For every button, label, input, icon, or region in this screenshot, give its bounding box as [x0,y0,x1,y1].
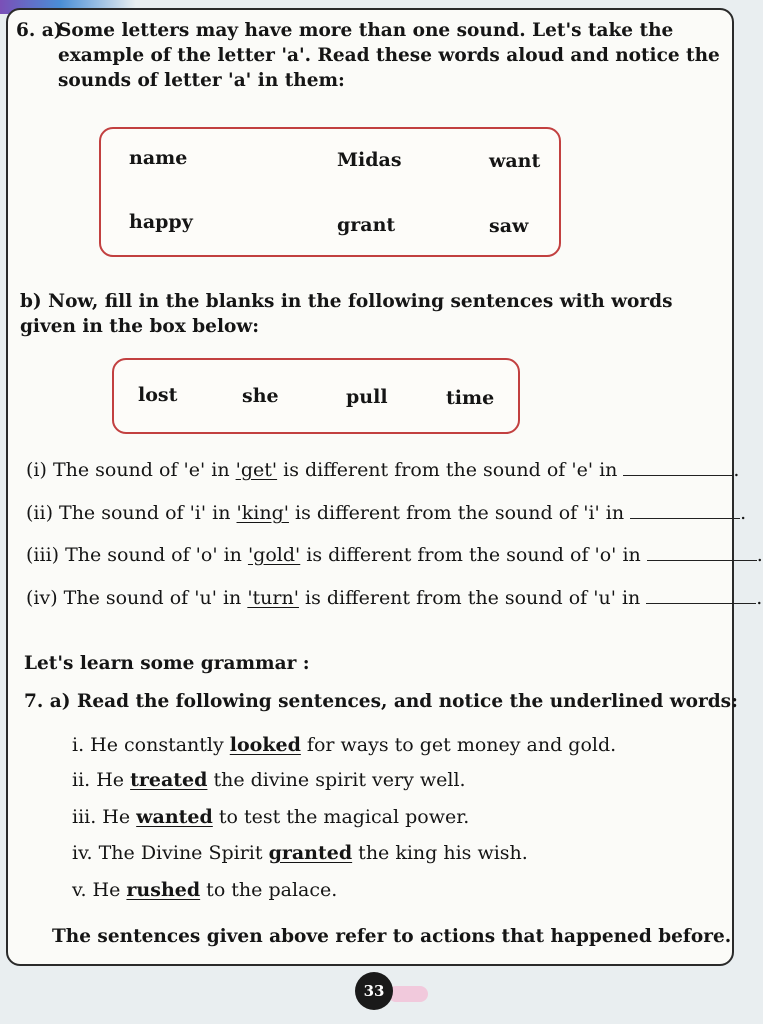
sentence-prefix: (ii) The sound of 'i' in [26,502,237,524]
fill-word: lost [138,384,178,406]
box-word: want [489,150,541,172]
fill-sentence: (ii) The sound of 'i' in 'king' is different from the sound of 'i' in . [26,502,747,524]
sentence-prefix: (iii) The sound of 'o' in [26,544,248,566]
grammar-prefix: i. He constantly [72,734,230,756]
box-word: grant [337,214,396,236]
fill-word: she [242,385,279,407]
sentence-word: 'get' [235,459,278,481]
q7a-instruction-block [24,690,738,714]
past-tense-verb: looked [229,734,301,756]
grammar-suffix: for ways to get money and gold. [300,734,617,756]
q6b-label: b) [20,291,42,312]
q6b-instruction-block [20,289,720,339]
q7-conclusion: The sentences given above refer to actions that happened before. [52,926,732,947]
sentence-suffix: is different from the sound of 'e' in [277,459,618,481]
grammar-sentence [72,806,469,828]
worksheet-page [6,8,763,966]
grammar-sentence [72,734,616,756]
grammar-prefix: iv. The Divine Spirit [72,842,269,864]
sentence-prefix: (iv) The sound of 'u' in [26,587,248,609]
q6a-number: 6. a) [16,20,63,41]
q6a-instruction-block [16,18,728,93]
grammar-heading: Let's learn some grammar : [24,653,310,674]
answer-blank[interactable] [647,544,757,561]
fill-word: time [446,387,495,409]
sentence-suffix: is different from the sound of 'u' in [298,587,641,609]
box-word: Midas [337,149,402,171]
past-tense-verb: treated [130,769,208,791]
sentence-word: 'king' [236,502,289,524]
past-tense-verb: wanted [136,806,213,828]
q6b-instruction: Now, fill in the blanks in the following sentences with words given in the box below: [20,291,673,337]
q7a-instruction: Read the following sentences, and notice the underlined words: [76,691,738,712]
q7a-number: 7. a) [24,691,71,712]
fill-sentence: (iv) The sound of 'u' in 'turn' is different from the sound of 'u' in . [26,587,763,609]
answer-blank[interactable] [646,587,756,604]
grammar-sentence [72,769,466,791]
sentence-prefix: (i) The sound of 'e' in [26,459,236,481]
past-tense-verb: granted [268,842,353,864]
grammar-suffix: to test the magical power. [212,806,470,828]
grammar-sentence [72,842,528,864]
grammar-prefix: v. He [72,879,127,901]
cloud-decoration [388,986,428,1002]
box-word: name [129,147,188,169]
sentence-word: 'gold' [247,544,301,566]
grammar-prefix: ii. He [72,769,131,791]
grammar-suffix: to the palace. [200,879,338,901]
box-word: happy [129,211,193,233]
box-word: saw [489,215,529,237]
grammar-suffix: the king his wish. [352,842,528,864]
letter-a-word-box [99,127,561,257]
page-number: 33 [355,972,393,1010]
past-tense-verb: rushed [126,879,201,901]
grammar-prefix: iii. He [72,806,137,828]
fill-sentence: (iii) The sound of 'o' in 'gold' is different from the sound of 'o' in . [26,544,763,566]
answer-blank[interactable] [630,502,740,519]
answer-blank[interactable] [623,459,733,476]
sentence-suffix: is different from the sound of 'o' in [300,544,641,566]
q6a-instruction: Some letters may have more than one sound. Let's take the example of the letter 'a'. Read these words aloud and notice the sounds of letter 'a' in them: [58,20,720,91]
grammar-suffix: the divine spirit very well. [207,769,466,791]
fill-word: pull [346,386,388,408]
sentence-suffix: is different from the sound of 'i' in [288,502,625,524]
grammar-sentence [72,879,337,901]
fill-word-box [112,358,520,434]
fill-sentence: (i) The sound of 'e' in 'get' is different from the sound of 'e' in . [26,459,740,481]
sentence-word: 'turn' [247,587,299,609]
